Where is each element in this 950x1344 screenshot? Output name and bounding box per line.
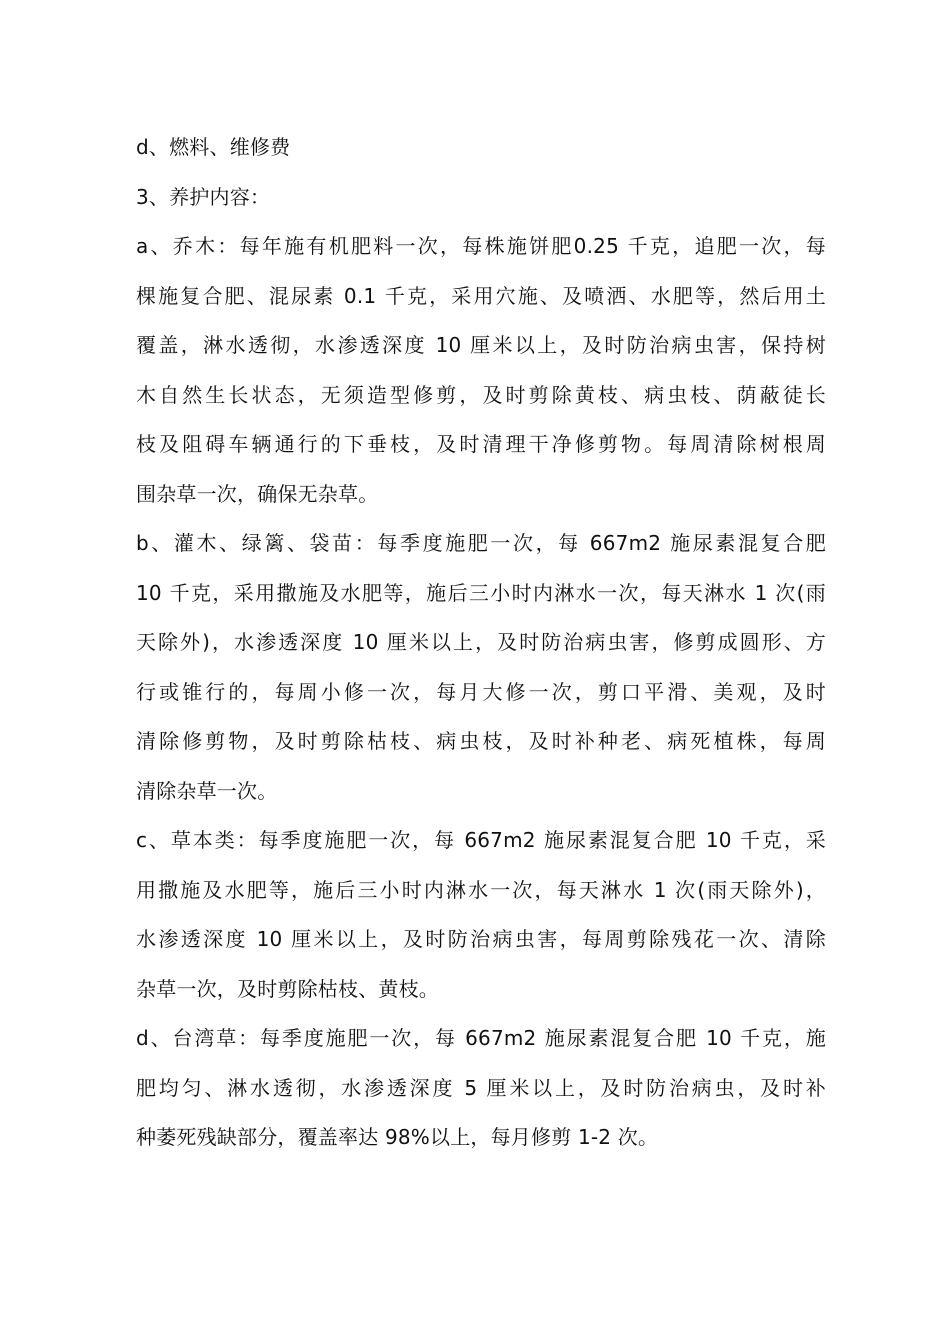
text-line: 清除杂草一次。 [136, 778, 278, 803]
text-line: 水渗透深度 10 厘米以上，及时防治病虫害，每周剪除残花一次、清除 [136, 927, 826, 951]
paragraph-taiwan-grass [136, 1014, 826, 1163]
text-line: b、灌木、绿篱、袋苗：每季度施肥一次，每 667m2 施尿素混复合肥 [136, 531, 826, 555]
text-line: 清除修剪物，及时剪除枯枝、病虫枝，及时补种老、病死植株，每周 [136, 729, 826, 753]
paragraph-fuel-repair [136, 123, 826, 173]
paragraph-maintenance-heading [136, 173, 826, 223]
paragraph-shrubs [136, 519, 826, 816]
text-line: 种萎死残缺部分，覆盖率达 98%以上，每月修剪 1-2 次。 [136, 1125, 659, 1149]
text-line: d、台湾草：每季度施肥一次，每 667m2 施尿素混复合肥 10 千克，施 [136, 1026, 826, 1050]
text-line: 枝及阻碍车辆通行的下垂枝，及时清理干净修剪物。每周清除树根周 [136, 432, 826, 456]
text-line: 棵施复合肥、混尿素 0.1 千克，采用穴施、及喷洒、水肥等，然后用土 [136, 283, 826, 308]
text-line: 行或锥行的，每周小修一次，每月大修一次，剪口平滑、美观，及时 [136, 679, 826, 704]
text-line: 天除外)，水渗透深度 10 厘米以上，及时防治病虫害，修剪成圆形、方 [136, 630, 826, 654]
text-line: 围杂草一次，确保无杂草。 [136, 481, 379, 506]
section-heading: 3、养护内容： [136, 184, 271, 209]
text-line: 用撒施及水肥等，施后三小时内淋水一次，每天淋水 1 次(雨天除外)， [136, 877, 826, 902]
text-line: 覆盖，淋水透彻，水渗透深度 10 厘米以上，及时防治病虫害，保持树 [136, 333, 826, 357]
text-line: a、乔木：每年施有机肥料一次，每株施饼肥0.25 千克，追肥一次，每 [136, 234, 826, 258]
text-line: 木自然生长状态，无须造型修剪，及时剪除黄枝、病虫枝、荫蔽徒长 [136, 382, 826, 407]
text-line: 肥均匀、淋水透彻，水渗透深度 5 厘米以上，及时防治病虫，及时补 [136, 1075, 826, 1100]
paragraph-herbs [136, 816, 826, 1014]
paragraph-trees [136, 222, 826, 519]
text-line: d、燃料、维修费 [136, 135, 291, 159]
text-line: 10 千克，采用撒施及水肥等，施后三小时内淋水一次，每天淋水 1 次(雨 [136, 580, 826, 605]
text-line: c、草本类：每季度施肥一次，每 667m2 施尿素混复合肥 10 千克，采 [136, 828, 826, 852]
document-body [136, 123, 826, 1163]
text-line: 杂草一次，及时剪除枯枝、黄枝。 [136, 976, 439, 1001]
